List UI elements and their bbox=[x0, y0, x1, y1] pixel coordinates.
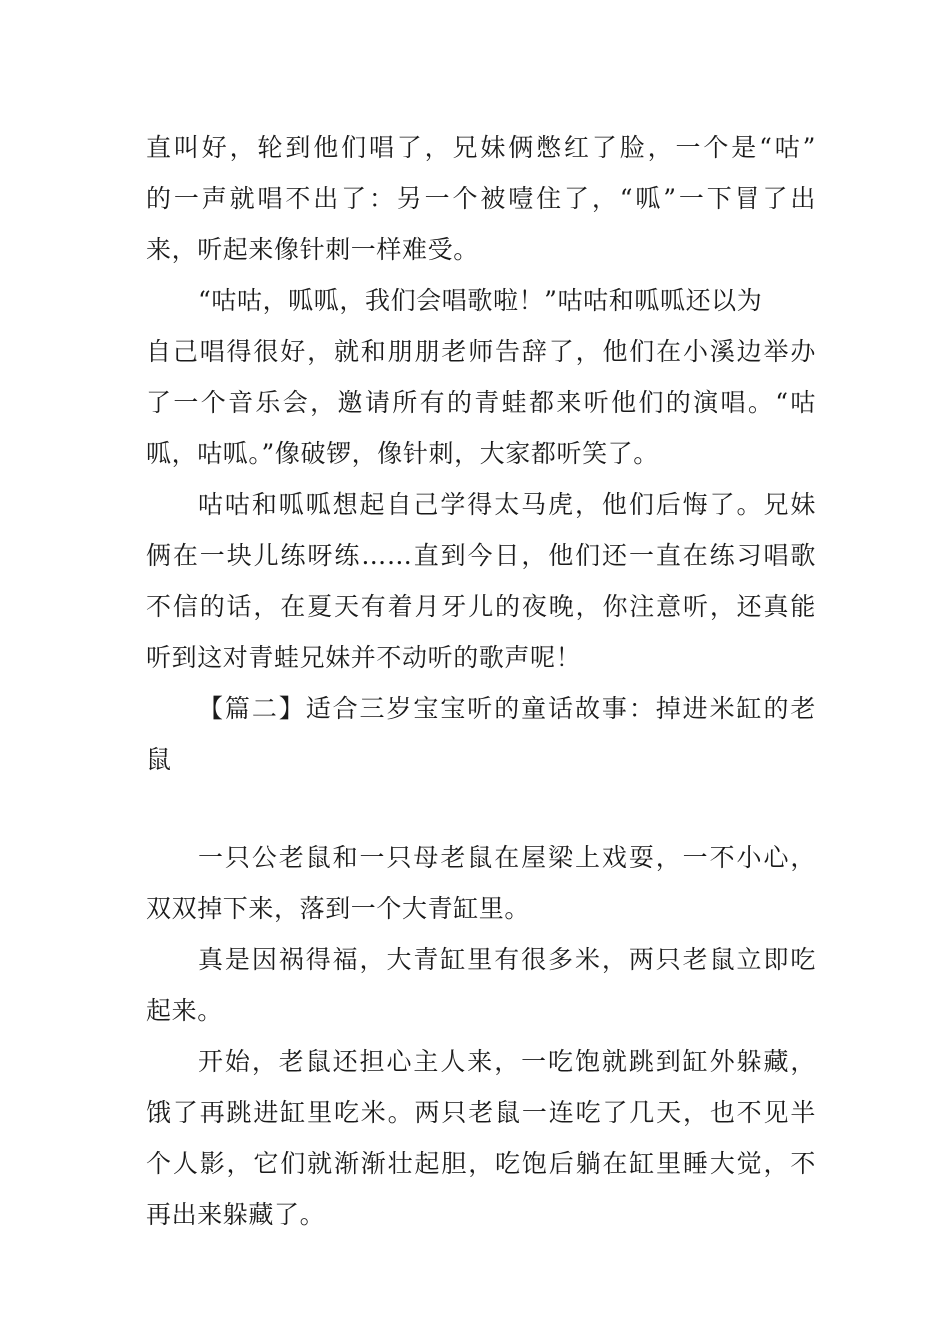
text-line: 呱，咕呱。”像破锣，像针刺，大家都听笑了。 bbox=[146, 439, 659, 468]
text-line: 开始，老鼠还担心主人来，一吃饱就跳到缸外躲藏， bbox=[198, 1047, 816, 1076]
text-line: 再出来躲藏了。 bbox=[146, 1200, 326, 1229]
section-heading-continued: 鼠 bbox=[146, 745, 172, 774]
text-line: 来，听起来像针刺一样难受。 bbox=[146, 235, 479, 264]
section-heading: 【篇二】适合三岁宝宝听的童话故事：掉进米缸的老 bbox=[198, 694, 816, 723]
text-line: 起来。 bbox=[146, 996, 223, 1025]
text-line: 直叫好，轮到他们唱了，兄妹俩憋红了脸，一个是“咕” bbox=[146, 133, 816, 162]
text-line: 了一个音乐会，邀请所有的青蛙都来听他们的演唱。“咕 bbox=[146, 388, 816, 417]
text-line: 不信的话，在夏天有着月牙儿的夜晚，你注意听，还真能 bbox=[146, 592, 816, 621]
text-line: 自己唱得很好，就和朋朋老师告辞了，他们在小溪边举办 bbox=[146, 337, 816, 366]
text-line: “咕咕，呱呱，我们会唱歌啦！”咕咕和呱呱还以为 bbox=[198, 286, 763, 315]
text-line: 一只公老鼠和一只母老鼠在屋梁上戏耍，一不小心， bbox=[198, 843, 816, 872]
text-line: 听到这对青蛙兄妹并不动听的歌声呢！ bbox=[146, 643, 582, 672]
text-line: 俩在一块儿练呀练……直到今日，他们还一直在练习唱歌 bbox=[146, 541, 816, 570]
text-line: 真是因祸得福，大青缸里有很多米，两只老鼠立即吃 bbox=[198, 945, 816, 974]
text-line: 咕咕和呱呱想起自己学得太马虎，他们后悔了。兄妹 bbox=[198, 490, 816, 519]
text-line: 饿了再跳进缸里吃米。两只老鼠一连吃了几天，也不见半 bbox=[146, 1098, 816, 1127]
text-line: 个人影，它们就渐渐壮起胆，吃饱后躺在缸里睡大觉，不 bbox=[146, 1149, 816, 1178]
text-line: 双双掉下来，落到一个大青缸里。 bbox=[146, 894, 531, 923]
text-line: 的一声就唱不出了：另一个被噎住了，“呱”一下冒了出 bbox=[146, 184, 816, 213]
